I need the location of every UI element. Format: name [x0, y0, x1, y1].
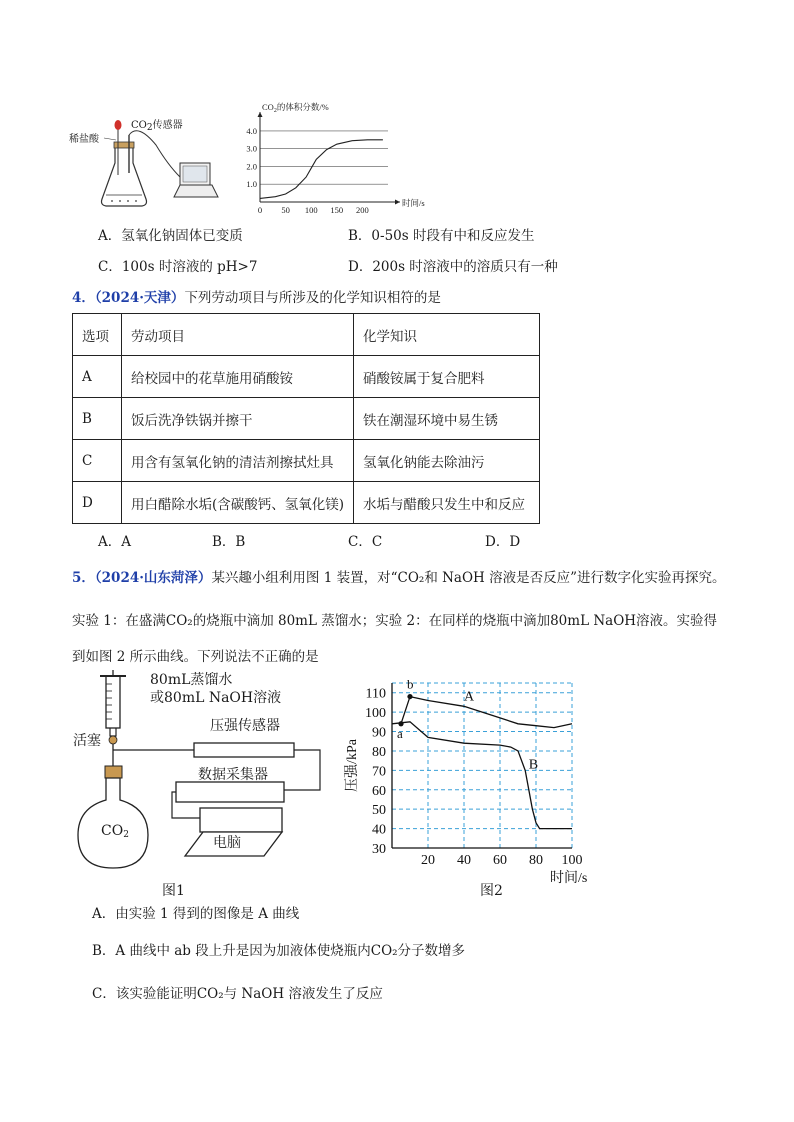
x-tick-label: 150	[330, 205, 344, 215]
point-a-label: a	[397, 725, 403, 741]
table-cell: 硝酸铵属于复合肥料	[354, 356, 540, 398]
q5-option-c[interactable]: C．该实验能证明CO₂与 NaOH 溶液发生了反应	[92, 986, 383, 1002]
q4-option-a[interactable]: A．A	[98, 534, 131, 550]
stopcock-label: 活塞	[73, 733, 101, 749]
point-b-label: b	[407, 676, 414, 692]
table-header: 化学知识	[354, 314, 540, 356]
y-tick-label: 2.0	[246, 161, 257, 172]
table-cell: 饭后洗净铁锅并擦干	[122, 398, 354, 440]
y-tick-label: 4.0	[246, 125, 257, 136]
syringe-label-water: 80mL蒸馏水	[150, 672, 233, 688]
y-tick-label: 1.0	[246, 179, 257, 190]
table-row	[73, 482, 540, 524]
x-tick-label: 60	[493, 853, 507, 868]
q5-question: 某兴趣小组利用图 1 装置，对“CO₂和 NaOH 溶液是否反应”进行数字化实验再探究。	[211, 570, 726, 586]
q5-stem	[72, 569, 726, 587]
point-b	[407, 694, 412, 699]
x-tick-label: 80	[529, 853, 543, 868]
pressure-chart	[340, 675, 605, 890]
q5-option-a[interactable]: A．由实验 1 得到的图像是 A 曲线	[92, 906, 300, 922]
table-header: 选项	[73, 314, 122, 356]
q4-table	[72, 313, 540, 524]
q5-experiment-text-cont: 到如图 2 所示曲线。下列说法不正确的是	[72, 649, 319, 665]
q5-option-b[interactable]: B．A 曲线中 ab 段上升是因为加液体使烧瓶内CO₂分子数增多	[92, 943, 466, 959]
table-row	[73, 398, 540, 440]
q3-option-a[interactable]: A．氢氧化钠固体已变质	[98, 228, 243, 244]
q4-stem	[72, 289, 441, 307]
table-cell: 给校园中的花草施用硝酸铵	[122, 356, 354, 398]
x-axis-arrow	[395, 200, 400, 205]
x-tick-label: 200	[356, 205, 369, 215]
fig1-caption: 图1	[162, 883, 185, 899]
table-cell: B	[73, 398, 122, 440]
q5-number: 5．	[72, 570, 95, 586]
q3-option-d[interactable]: D．200s 时溶液中的溶质只有一种	[348, 259, 558, 275]
x-tick-label: 0	[257, 205, 263, 215]
y-axis-label: 压强/kPa	[345, 739, 360, 792]
co2-volume-chart	[240, 98, 425, 218]
flask-co2-label: $CO_2$	[101, 823, 129, 840]
y-axis-label: $CO_2$的体积分数/%	[262, 102, 329, 114]
x-tick-label: 20	[421, 853, 435, 868]
y-tick-label: 40	[372, 822, 386, 838]
table-cell: 用白醋除水垢(含碳酸钙、氢氧化镁)	[122, 482, 354, 524]
table-row	[73, 440, 540, 482]
computer-label: 电脑	[213, 835, 241, 851]
y-tick-label: 60	[372, 783, 386, 799]
y-tick-label: 3.0	[246, 143, 257, 154]
q4-option-d[interactable]: D．D	[485, 534, 521, 550]
co2-sensor-label: $CO_2$传感器	[131, 120, 183, 133]
y-tick-label: 50	[372, 803, 386, 819]
series-line-b	[392, 722, 572, 829]
y-tick-label: 110	[365, 686, 386, 702]
y-tick-label: 80	[372, 744, 386, 760]
q4-option-c[interactable]: C．C	[348, 534, 383, 550]
table-cell: D	[73, 482, 122, 524]
table-header: 劳动项目	[122, 314, 354, 356]
table-cell: 氢氧化钠能去除油污	[354, 440, 540, 482]
y-tick-label: 90	[372, 725, 386, 741]
q5-source: （2024·山东菏泽）	[94, 570, 212, 586]
x-tick-label: 50	[281, 205, 290, 215]
y-tick-label: 70	[372, 764, 386, 780]
x-tick-label: 40	[457, 853, 471, 868]
q5-experiment-text: 实验 1：在盛满CO₂的烧瓶中滴加 80mL 蒸馏水；实验 2：在同样的烧瓶中滴加80mL NaOH溶液。实验得	[72, 613, 718, 629]
x-axis-label: 时间/s	[550, 871, 588, 886]
acid-label: 稀盐酸	[69, 134, 99, 145]
data-collector-label: 数据采集器	[198, 767, 268, 783]
syringe-label-naoh: 或80mL NaOH溶液	[150, 690, 282, 706]
series-label-a: A	[464, 689, 475, 705]
x-tick-label: 100	[304, 205, 318, 215]
table-row	[73, 356, 540, 398]
series-label-b: B	[528, 757, 539, 773]
q3-option-c[interactable]: C．100s 时溶液的 pH>7	[98, 259, 258, 275]
q4-number: 4．	[72, 290, 95, 306]
x-tick-label: 100	[561, 853, 583, 868]
table-cell: A	[73, 356, 122, 398]
table-header-row	[73, 314, 540, 356]
table-cell: 用含有氢氧化钠的清洁剂擦拭灶具	[122, 440, 354, 482]
y-tick-label: 30	[372, 842, 386, 857]
table-cell: C	[73, 440, 122, 482]
y-axis-arrow	[258, 112, 263, 117]
q4-question: 下列劳动项目与所涉及的化学知识相符的是	[184, 290, 441, 306]
table-cell: 水垢与醋酸只发生中和反应	[354, 482, 540, 524]
q3-option-b[interactable]: B．0-50s 时段有中和反应发生	[348, 228, 535, 244]
q4-source: （2024·天津）	[94, 290, 185, 306]
y-tick-label: 100	[365, 706, 386, 722]
table-cell: 铁在潮湿环境中易生锈	[354, 398, 540, 440]
x-axis-label: 时间/s	[402, 198, 425, 208]
fig2-caption: 图2	[480, 883, 503, 899]
q4-option-b[interactable]: B．B	[212, 534, 246, 550]
pressure-sensor-label: 压强传感器	[210, 718, 280, 734]
